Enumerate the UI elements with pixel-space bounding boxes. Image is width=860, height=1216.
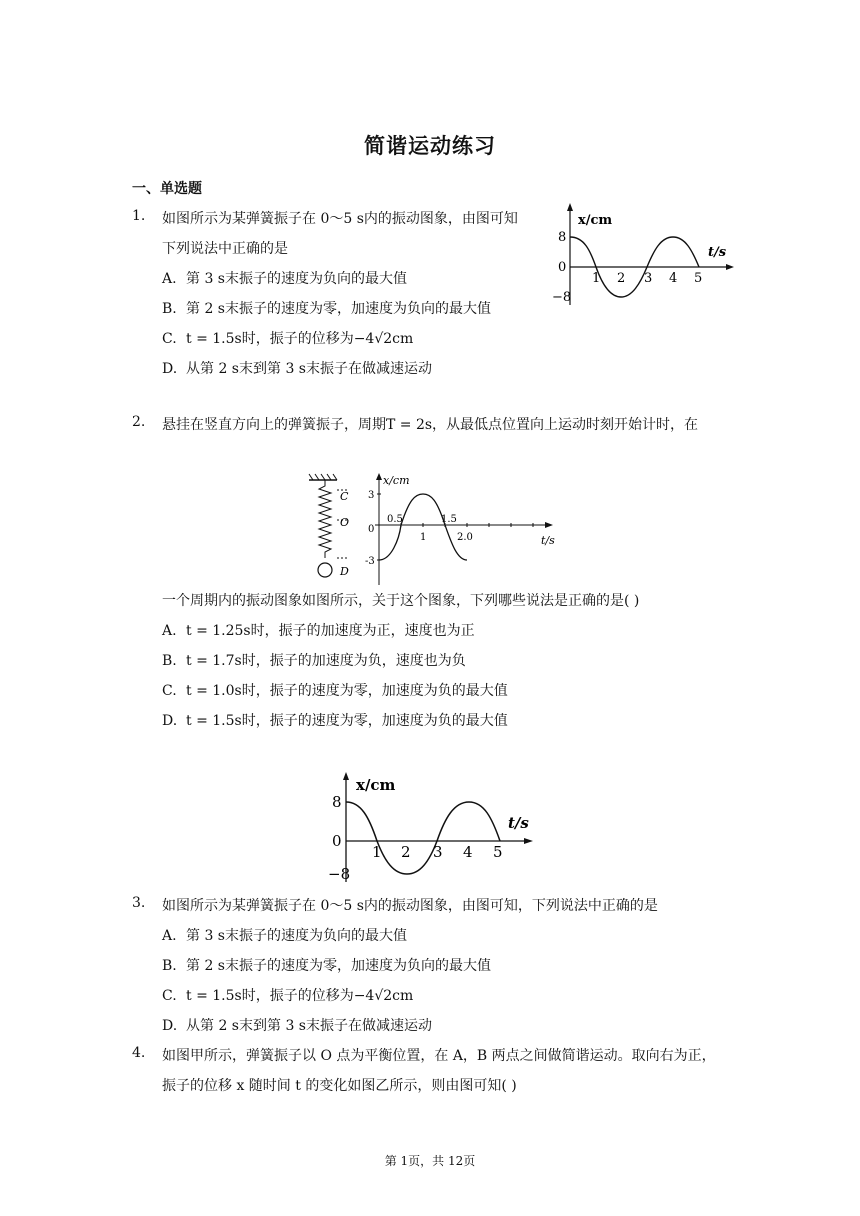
q1-stem-line2: 下列说法中正确的是 bbox=[162, 241, 288, 257]
x-tick-label: 1 bbox=[420, 532, 427, 543]
q2-number: 2. bbox=[132, 414, 146, 430]
y-tick-label: −8 bbox=[552, 290, 572, 305]
q1-option-c[interactable] bbox=[162, 328, 413, 348]
q1-number: 1. bbox=[132, 208, 146, 224]
x-axis-arrow bbox=[545, 522, 553, 528]
option-letter: A. bbox=[162, 928, 177, 944]
q2-stem-line1: 悬挂在竖直方向上的弹簧振子，周期T = 2s，从最低点位置向上运动时刻开始计时，在 bbox=[162, 417, 699, 433]
option-text: t = 1.5s时，振子的速度为零，加速度为负的最大值 bbox=[186, 713, 508, 729]
x-tick-label: 2 bbox=[617, 271, 626, 286]
ceiling-hatch bbox=[321, 474, 325, 480]
option-letter: B. bbox=[162, 653, 177, 669]
q3-vibration-graph bbox=[328, 768, 538, 886]
q3-option-c[interactable] bbox=[162, 985, 413, 1005]
q1-stem-line1: 如图所示为某弹簧振子在 0～5 s内的振动图象，由图可知 bbox=[162, 211, 518, 227]
y-tick-label: 3 bbox=[368, 490, 375, 501]
spring bbox=[319, 480, 331, 558]
x-axis-arrow bbox=[524, 838, 533, 844]
x-axis-label: t/s bbox=[508, 814, 529, 832]
x-tick-label: 2.0 bbox=[457, 532, 473, 543]
x-tick-label: 5 bbox=[694, 271, 703, 286]
page-footer: 第 1页，共 12页 bbox=[384, 1154, 476, 1168]
x-tick-label: 4 bbox=[669, 271, 678, 286]
option-text: t = 1.5s时，振子的位移为−4√2cm bbox=[186, 988, 414, 1004]
x-tick-label: 5 bbox=[493, 843, 503, 861]
option-letter: C. bbox=[162, 988, 177, 1004]
x-axis-arrow bbox=[726, 264, 734, 270]
x-axis-label: t/s bbox=[708, 245, 727, 260]
y-axis-arrow bbox=[343, 772, 349, 780]
x-tick-label: 3 bbox=[433, 843, 443, 861]
sine-curve bbox=[346, 802, 500, 874]
option-letter: D. bbox=[162, 713, 178, 729]
q1-vibration-graph bbox=[550, 200, 740, 310]
x-tick-label: 3 bbox=[644, 271, 653, 286]
y-tick-label: 0 bbox=[332, 832, 342, 850]
y-tick-label: 8 bbox=[332, 793, 342, 811]
q3-option-d[interactable] bbox=[162, 1015, 432, 1035]
option-letter: D. bbox=[162, 1018, 178, 1034]
y-tick-label: 8 bbox=[558, 230, 567, 245]
y-tick-label: 0 bbox=[368, 524, 375, 535]
y-axis-arrow bbox=[567, 203, 573, 211]
option-text: 从第 2 s末到第 3 s末振子在做减速运动 bbox=[186, 361, 432, 377]
q2-option-b[interactable] bbox=[162, 650, 466, 670]
q3-option-b[interactable] bbox=[162, 955, 491, 975]
q2-option-c[interactable] bbox=[162, 680, 508, 700]
q4-number: 4. bbox=[132, 1045, 146, 1061]
spring-ball bbox=[318, 563, 332, 577]
y-tick-label: 0 bbox=[558, 260, 567, 275]
q2-stem-line2: 一个周期内的振动图象如图所示，关于这个图象，下列哪些说法是正确的是( ) bbox=[162, 593, 640, 609]
option-text: t = 1.0s时，振子的速度为零，加速度为负的最大值 bbox=[186, 683, 508, 699]
q3-number: 3. bbox=[132, 895, 146, 911]
q1-option-b[interactable] bbox=[162, 298, 491, 318]
x-tick-label: 1.5 bbox=[441, 514, 457, 525]
ceiling-hatch bbox=[327, 474, 331, 480]
q2-option-d[interactable] bbox=[162, 710, 508, 730]
option-letter: D. bbox=[162, 361, 178, 377]
option-text: t = 1.5s时，振子的位移为−4√2cm bbox=[186, 331, 414, 347]
q2-spring-graph bbox=[305, 470, 565, 588]
q3-option-a[interactable] bbox=[162, 925, 407, 945]
x-tick-label: 2 bbox=[401, 843, 411, 861]
option-letter: A. bbox=[162, 271, 177, 287]
spring-label: D bbox=[340, 565, 349, 578]
option-text: 第 2 s末振子的速度为零，加速度为负向的最大值 bbox=[186, 301, 491, 317]
y-axis-label: x/cm bbox=[383, 474, 410, 487]
x-tick-label: 1 bbox=[592, 271, 601, 286]
spring-label: O bbox=[340, 516, 350, 529]
option-text: 第 3 s末振子的速度为负向的最大值 bbox=[186, 271, 407, 287]
x-tick-label: 4 bbox=[463, 843, 473, 861]
ceiling-hatch bbox=[315, 474, 319, 480]
option-letter: A. bbox=[162, 623, 177, 639]
section-heading: 一、单选题 bbox=[132, 181, 202, 197]
q4-stem-line2: 振子的位移 x 随时间 t 的变化如图乙所示，则由图可知( ) bbox=[162, 1078, 517, 1094]
option-text: 第 2 s末振子的速度为零，加速度为负向的最大值 bbox=[186, 958, 491, 974]
x-axis-label: t/s bbox=[541, 534, 555, 547]
y-tick-label: -3 bbox=[365, 556, 375, 567]
option-text: 从第 2 s末到第 3 s末振子在做减速运动 bbox=[186, 1018, 432, 1034]
spring-label: C bbox=[340, 490, 349, 503]
option-text: 第 3 s末振子的速度为负向的最大值 bbox=[186, 928, 407, 944]
y-axis-arrow bbox=[376, 473, 382, 480]
option-letter: B. bbox=[162, 958, 177, 974]
option-letter: C. bbox=[162, 683, 177, 699]
x-tick-label: 0.5 bbox=[387, 514, 403, 525]
option-letter: C. bbox=[162, 331, 177, 347]
x-tick-label: 1 bbox=[372, 843, 382, 861]
option-text: t = 1.7s时，振子的加速度为负，速度也为负 bbox=[186, 653, 466, 669]
q2-option-a[interactable] bbox=[162, 620, 475, 640]
q4-stem-line1: 如图甲所示，弹簧振子以 O 点为平衡位置，在 A，B 两点之间做简谐运动。取向右为正， bbox=[162, 1048, 716, 1064]
option-letter: B. bbox=[162, 301, 177, 317]
ceiling-hatch bbox=[333, 474, 337, 480]
q1-option-d[interactable] bbox=[162, 358, 432, 378]
y-tick-label: −8 bbox=[328, 865, 351, 883]
y-axis-label: x/cm bbox=[356, 776, 396, 794]
ceiling-hatch bbox=[309, 474, 313, 480]
option-text: t = 1.25s时，振子的加速度为正，速度也为正 bbox=[186, 623, 475, 639]
y-axis-label: x/cm bbox=[578, 213, 613, 228]
page-title: 简谐运动练习 bbox=[364, 133, 496, 158]
q3-stem-line1: 如图所示为某弹簧振子在 0～5 s内的振动图象，由图可知，下列说法中正确的是 bbox=[162, 898, 658, 914]
q1-option-a[interactable] bbox=[162, 268, 407, 288]
